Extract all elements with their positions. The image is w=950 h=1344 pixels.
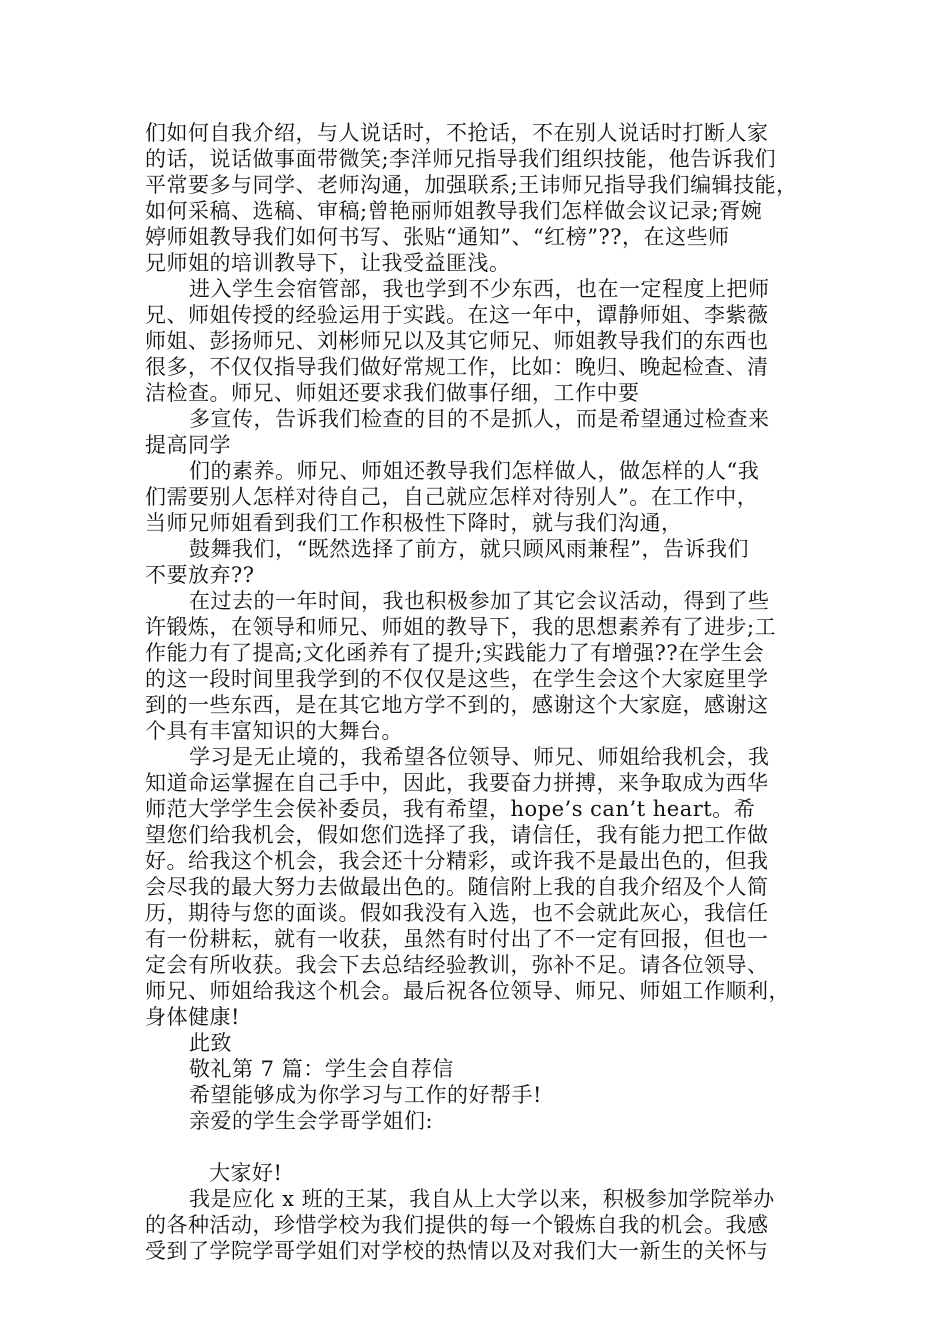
text-line: 许锻炼，在领导和师兄、师姐的教导下，我的思想素养有了进步;工 (145, 615, 777, 639)
text-line: 有一份耕耘，就有一收获，虽然有时付出了不一定有回报，但也一 (145, 927, 769, 951)
text-line: 的这一段时间里我学到的不仅仅是这些，在学生会这个大家庭里学 (145, 667, 769, 691)
text-line: 望您们给我机会，假如您们选择了我，请信任，我有能力把工作做 (145, 823, 769, 847)
text-line: 们需要别人怎样对待自己，自己就应怎样对待别人”。在工作中， (145, 485, 759, 509)
paragraph-start-line: 我是应化 x 班的王某，我自从上大学以来，积极参加学院举办 (189, 1187, 775, 1211)
text-line: 师范大学学生会侯补委员，我有希望，hope’s can’t heart。希 (145, 797, 756, 821)
text-line: 定会有所收获。我会下去总结经验教训，弥补不足。请各位领导、 (145, 953, 769, 977)
text-line: 知道命运掌握在自己手中，因此，我要奋力拼搏，来争取成为西华 (145, 771, 769, 795)
text-line: 到的一些东西，是在其它地方学不到的，感谢这个大家庭，感谢这 (145, 693, 769, 717)
text-line: 兄师姐的培训教导下，让我受益匪浅。 (145, 251, 511, 275)
text-line: 会尽我的最大努力去做最出色的。随信附上我的自我介绍及个人简 (145, 875, 769, 899)
text-line: 受到了学院学哥学姐们对学校的热情以及对我们大一新生的关怀与 (145, 1239, 769, 1263)
greeting-line: 大家好! (209, 1161, 283, 1185)
text-line: 师姐、彭扬师兄、刘彬师兄以及其它师兄、师姐教导我们的东西也 (145, 329, 769, 353)
text-line: 历，期待与您的面谈。假如我没有入选，也不会就此灰心，我信任 (145, 901, 769, 925)
paragraph-start-line: 们的素养。师兄、师姐还教导我们怎样做人，做怎样的人“我 (189, 459, 760, 483)
text-line: 洁检查。师兄、师姐还要求我们做事仔细，工作中要 (145, 381, 640, 405)
text-line: 师兄、师姐给我这个机会。最后祝各位领导、师兄、师姐工作顺利， (145, 979, 790, 1003)
document-body (145, 120, 805, 1264)
paragraph-start-line: 多宣传，告诉我们检查的目的不是抓人，而是希望通过检查来 (189, 407, 770, 431)
text-line: 提高同学 (145, 433, 231, 457)
text-line: 当师兄师姐看到我们工作积极性下降时，就与我们沟通， (145, 511, 683, 535)
salutation-line: 亲爱的学生会学哥学姐们: (189, 1109, 434, 1133)
text-line: 婷师姐教导我们如何书写、张贴“通知”、“红榜”??，在这些师 (145, 225, 730, 249)
text-line: 的各种活动，珍惜学校为我们提供的每一个锻炼自我的机会。我感 (145, 1213, 769, 1237)
text-line: 身体健康! (145, 1005, 240, 1029)
text-line: 很多，不仅仅指导我们做好常规工作，比如：晚归、晚起检查、清 (145, 355, 769, 379)
text-line: 兄、师姐传授的经验运用于实践。在这一年中，谭静师姐、李紫薇 (145, 303, 769, 327)
paragraph-start-line: 进入学生会宿管部，我也学到不少东西，也在一定程度上把师 (189, 277, 770, 301)
text-line: 如何采稿、选稿、审稿;曾艳丽师姐教导我们怎样做会议记录;胥婉 (145, 199, 763, 223)
section-heading-line: 敬礼第 7 篇：学生会自荐信 (189, 1057, 454, 1081)
text-line: 好。给我这个机会，我会还十分精彩，或许我不是最出色的，但我 (145, 849, 769, 873)
text-line: 不要放弃?? (145, 563, 255, 587)
text-line: 个具有丰富知识的大舞台。 (145, 719, 403, 743)
text-line: 平常要多与同学、老师沟通，加强联系;王讳师兄指导我们编辑技能， (145, 173, 798, 197)
text-line: 的话，说话做事面带微笑;李洋师兄指导我们组织技能，他告诉我们 (145, 147, 777, 171)
blank-line (145, 1134, 805, 1160)
closing-line: 此致 (189, 1031, 232, 1055)
text-line: 作能力有了提高;文化函养有了提升;实践能力了有增强??在学生会 (145, 641, 765, 665)
text-line: 们如何自我介绍，与人说话时，不抢话，不在别人说话时打断人家 (145, 121, 769, 145)
paragraph-start-line: 在过去的一年时间，我也积极参加了其它会议活动，得到了些 (189, 589, 770, 613)
text-line: 希望能够成为你学习与工作的好帮手! (189, 1083, 542, 1107)
paragraph-start-line: 鼓舞我们，“既然选择了前方，就只顾风雨兼程”，告诉我们 (189, 537, 749, 561)
paragraph-start-line: 学习是无止境的，我希望各位领导、师兄、师姐给我机会，我 (189, 745, 770, 769)
